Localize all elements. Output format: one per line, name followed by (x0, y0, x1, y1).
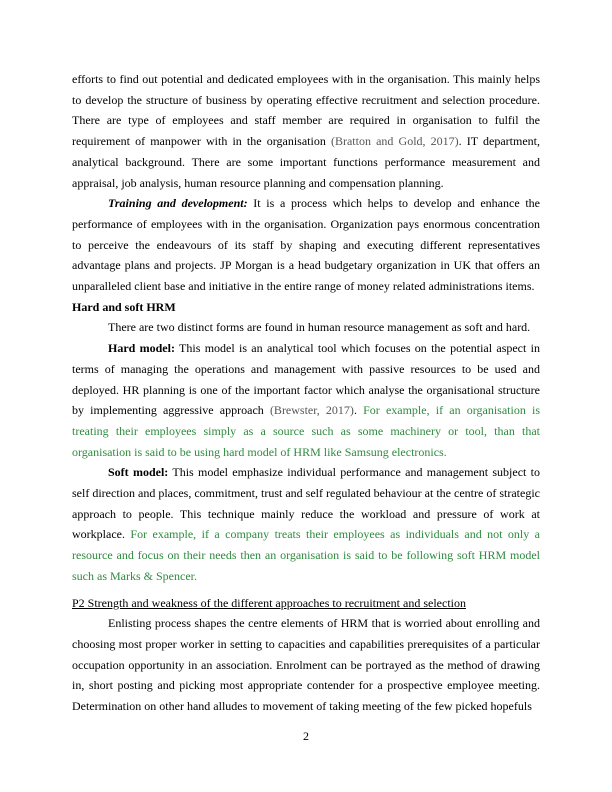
page-content (72, 69, 540, 717)
paragraph-text: efforts to find out potential and dedicated employees with in the organisation. This mainly helps to develop the structure of business by operating effective recruitment and selection procedure. There are type of employees and staff member are required in organisation to fulfil the requirement of manpower with in the organisation (72, 72, 540, 149)
page-number: 2 (303, 729, 309, 743)
paragraph-enlisting-process: Enlisting process shapes the centre elements of HRM that is worried about enrolling and choosing most proper worker in setting to capacities and capabilities prerequisites of a particular occupation opportunity in an association. Enrolment can be portrayed as the method of drawing in, short posting and picking most appropriate contender for a prospective employee meeting. Determination on other hand alludes to movement of taking meeting of the few picked hopefuls (72, 616, 540, 714)
paragraph-hard-model (72, 338, 540, 462)
paragraph-text: . IT department, analytical background. There are some important functions performance measurement and appraisal, job analysis, human resource planning and compensation planning. (72, 134, 540, 190)
citation-bratton-gold: (Bratton and Gold, 2017) (330, 134, 459, 149)
heading-hard-soft-hrm: Hard and soft HRM (72, 299, 176, 314)
soft-model-label: Soft model: (108, 465, 169, 480)
paragraph-text: This model is an analytical tool which focuses on the potential aspect in terms of managing the operations and management with passive resources to be used and deployed. HR planning is one of the important factor which analyse the organisational structure by implementing aggressive approach (72, 341, 540, 418)
citation-brewster: (Brewster, 2017) (269, 403, 354, 418)
example-hard-model: For example, if an organisation is treating their employees simply as a source such as some machinery or tool, than that organisation is said to be using hard model of HRM like Samsung electronics. (72, 403, 540, 459)
training-development-label: Training and development: (108, 196, 248, 211)
paragraph-text: It is a process which helps to develop and enhance the performance of employees with in the organisation. Organization pays enormous concentration to perceive the endeavours of its staff by shaping and executing different representatives advantage plans and projects. JP Morgan is a head budgetary organization in UK that offers an unparalleled client base and initiative in the entire range of money related administrations items. (72, 196, 540, 294)
paragraph-soft-model (72, 462, 540, 586)
hard-model-label: Hard model: (108, 341, 175, 356)
paragraph-training-development (72, 193, 540, 297)
paragraph-text: This model emphasize individual performance and management subject to self direction and places, commitment, trust and self regulated behaviour at the centre of strategic approach to people. This technique mainly reduce the workload and pressure of work at workplace. (72, 465, 540, 542)
heading-p2-strength-weakness: P2 Strength and weakness of the different approaches to recruitment and selection (72, 595, 466, 610)
paragraph-two-forms: There are two distinct forms are found in human resource management as soft and hard. (108, 320, 531, 335)
example-soft-model: For example, if a company treats their employees as individuals and not only a resource and focus on their needs then an organisation is said to be following soft HRM model such as Marks & Spencer. (72, 527, 540, 583)
paragraph-text: . (353, 403, 364, 418)
paragraph-recruitment-intro (72, 69, 540, 193)
